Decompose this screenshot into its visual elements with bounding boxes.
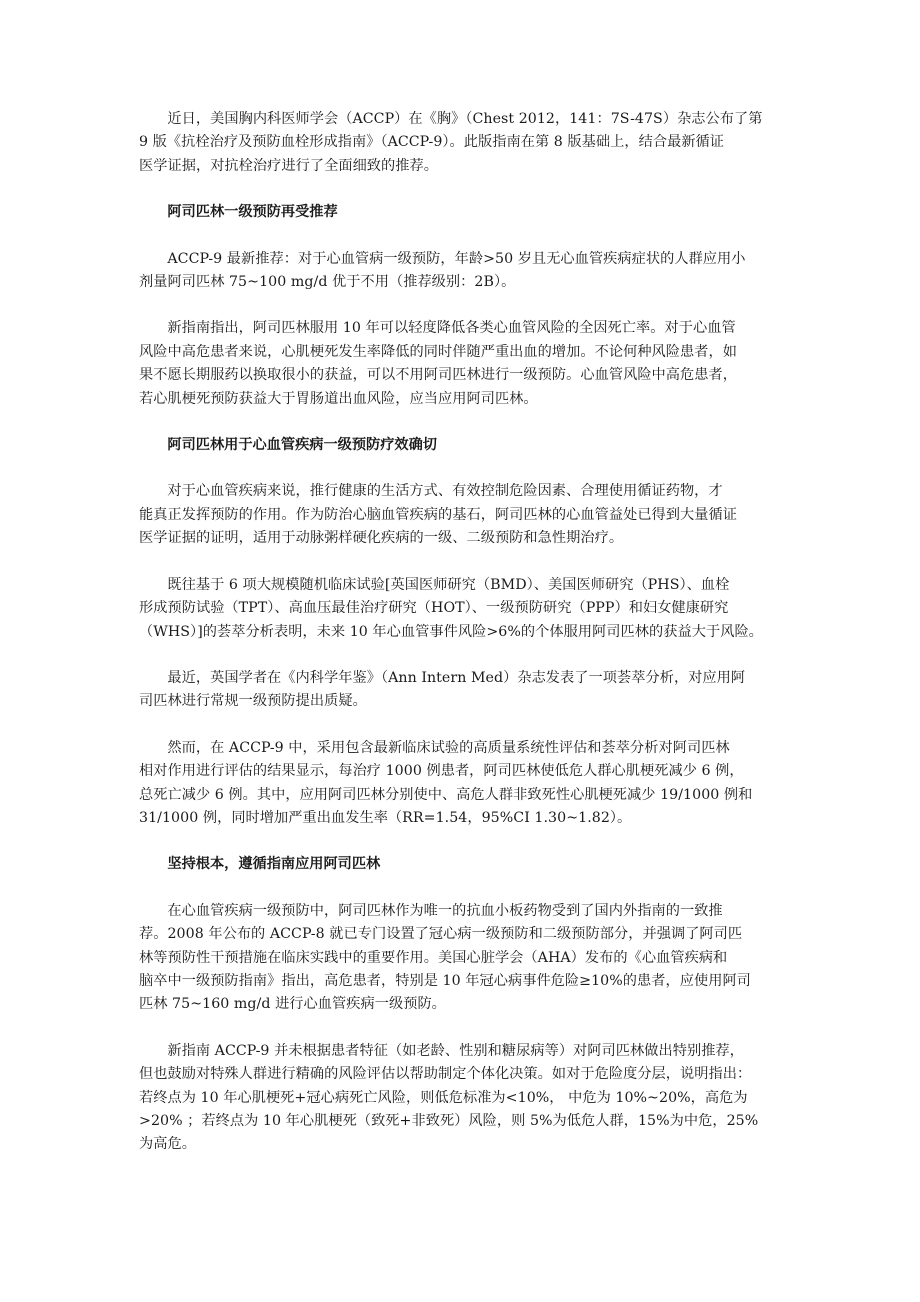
paragraph-line: 既往基于 6 项大规模随机临床试验[英国医师研究（BMD）、美国医师研究（PHS）、血栓 (167, 576, 730, 593)
section-heading: 坚持根本，遵循指南应用阿司匹林 (167, 856, 381, 873)
paragraph-line: （WHS）]的荟萃分析表明，未来 10 年心血管事件风险>6%的个体服用阿司匹林的获益大于风险。 (139, 623, 763, 640)
paragraph-line: 司匹林进行常规一级预防提出质疑。 (139, 693, 367, 710)
paragraph-line: 9 版《抗栓治疗及预防血栓形成指南》（ACCP-9）。此版指南在第 8 版基础上，结合最新循证 (139, 134, 725, 151)
section-heading: 阿司匹林用于心血管疾病一级预防疗效确切 (167, 437, 437, 454)
article-body (139, 108, 785, 1180)
paragraph (139, 737, 785, 831)
paragraph-line: 荐。2008 年公布的 ACCP-8 就已专门设置了冠心病一级预防和二级预防部分，并强调了阿司匹 (139, 926, 743, 943)
paragraph-line: 脑卒中一级预防指南》指出，高危患者，特别是 10 年冠心病事件危险≥10%的患者，应使用阿司 (139, 972, 751, 989)
paragraph-line: 匹林 75~160 mg/d 进行心血管疾病一级预防。 (139, 996, 446, 1013)
paragraph-line: 新指南指出，阿司匹林服用 10 年可以轻度降低各类心血管风险的全因死亡率。对于心血管 (167, 320, 736, 337)
paragraph-line: 形成预防试验（TPT）、高血压最佳治疗研究（HOT）、一级预防研究（PPP）和妇女健康研究 (139, 600, 729, 617)
paragraph-line: 31/1000 例，同时增加严重出血发生率（RR=1.54，95%CI 1.30~1.82）。 (139, 809, 632, 826)
paragraph-line: 对于心血管疾病来说，推行健康的生活方式、有效控制危险因素、合理使用循证药物，才 (167, 483, 723, 500)
paragraph-line: 然而，在 ACCP-9 中，采用包含最新临床试验的高质量系统性评估和荟萃分析对阿司匹林 (167, 739, 730, 756)
section-heading: 阿司匹林一级预防再受推荐 (167, 204, 338, 221)
paragraph-line: ACCP-9 最新推荐：对于心血管病一级预防，年龄>50 岁且无心血管疾病症状的人群应用小 (167, 250, 746, 267)
paragraph-line: 近日，美国胸内科医师学会（ACCP）在《胸》（Chest 2012，141：7S-47S）杂志公布了第 (167, 111, 763, 127)
paragraph (139, 108, 785, 178)
paragraph (139, 248, 785, 295)
paragraph-line: 为高危。 (139, 1136, 196, 1153)
paragraph-line: 医学证据，对抗栓治疗进行了全面细致的推荐。 (139, 157, 438, 174)
paragraph (139, 574, 785, 644)
paragraph-line: 剂量阿司匹林 75~100 mg/d 优于不用（推荐级别：2B）。 (139, 274, 516, 291)
paragraph (139, 317, 785, 411)
paragraph-line: 医学证据的证明，适用于动脉粥样硬化疾病的一级、二级预防和急性期治疗。 (139, 530, 624, 547)
paragraph-line: 最近，英国学者在《内科学年鉴》（Ann Intern Med）杂志发表了一项荟萃分析，对应用阿 (167, 669, 746, 686)
paragraph-line: 相对作用进行评估的结果显示，每治疗 1000 例患者，阿司匹林使低危人群心肌梗死减少 6 例， (139, 763, 744, 780)
paragraph-line: 新指南 ACCP-9 并未根据患者特征（如老龄、性别和糖尿病等）对阿司匹林做出特别推荐， (167, 1042, 744, 1059)
paragraph-line: 但也鼓励对特殊人群进行精确的风险评估以帮助制定个体化决策。如对于危险度分层，说明指出： (139, 1066, 752, 1083)
paragraph-line: 在心血管疾病一级预防中，阿司匹林作为唯一的抗血小板药物受到了国内外指南的一致推 (167, 902, 723, 919)
paragraph (139, 900, 785, 1017)
paragraph-line: >20% ；若终点为 10 年心肌梗死（致死+非致死）风险，则 5%为低危人群，15%为中危，25% (139, 1113, 759, 1129)
paragraph (139, 1040, 785, 1157)
paragraph-line: 能真正发挥预防的作用。作为防治心脑血管疾病的基石，阿司匹林的心血管益处已得到大量循证 (139, 506, 737, 523)
paragraph-line: 总死亡减少 6 例。其中，应用阿司匹林分别使中、高危人群非致死性心肌梗死减少 19/1000 例和 (139, 786, 753, 803)
paragraph-line: 若心肌梗死预防获益大于胃肠道出血风险，应当应用阿司匹林。 (139, 390, 538, 407)
paragraph-line: 若终点为 10 年心肌梗死+冠心病死亡风险，则低危标准为<10%， 中危为 10%~20%，高危为 (139, 1089, 748, 1106)
paragraph (139, 480, 785, 550)
paragraph (139, 667, 785, 714)
paragraph-line: 林等预防性干预措施在临床实践中的重要作用。美国心脏学会（AHA）发布的《心血管疾病和 (139, 949, 728, 966)
paragraph-line: 果不愿长期服药以换取很小的获益，可以不用阿司匹林进行一级预防。心血管风险中高危患者， (139, 367, 737, 384)
paragraph-line: 风险中高危患者来说，心肌梗死发生率降低的同时伴随严重出血的增加。不论何种风险患者，如 (139, 343, 737, 360)
